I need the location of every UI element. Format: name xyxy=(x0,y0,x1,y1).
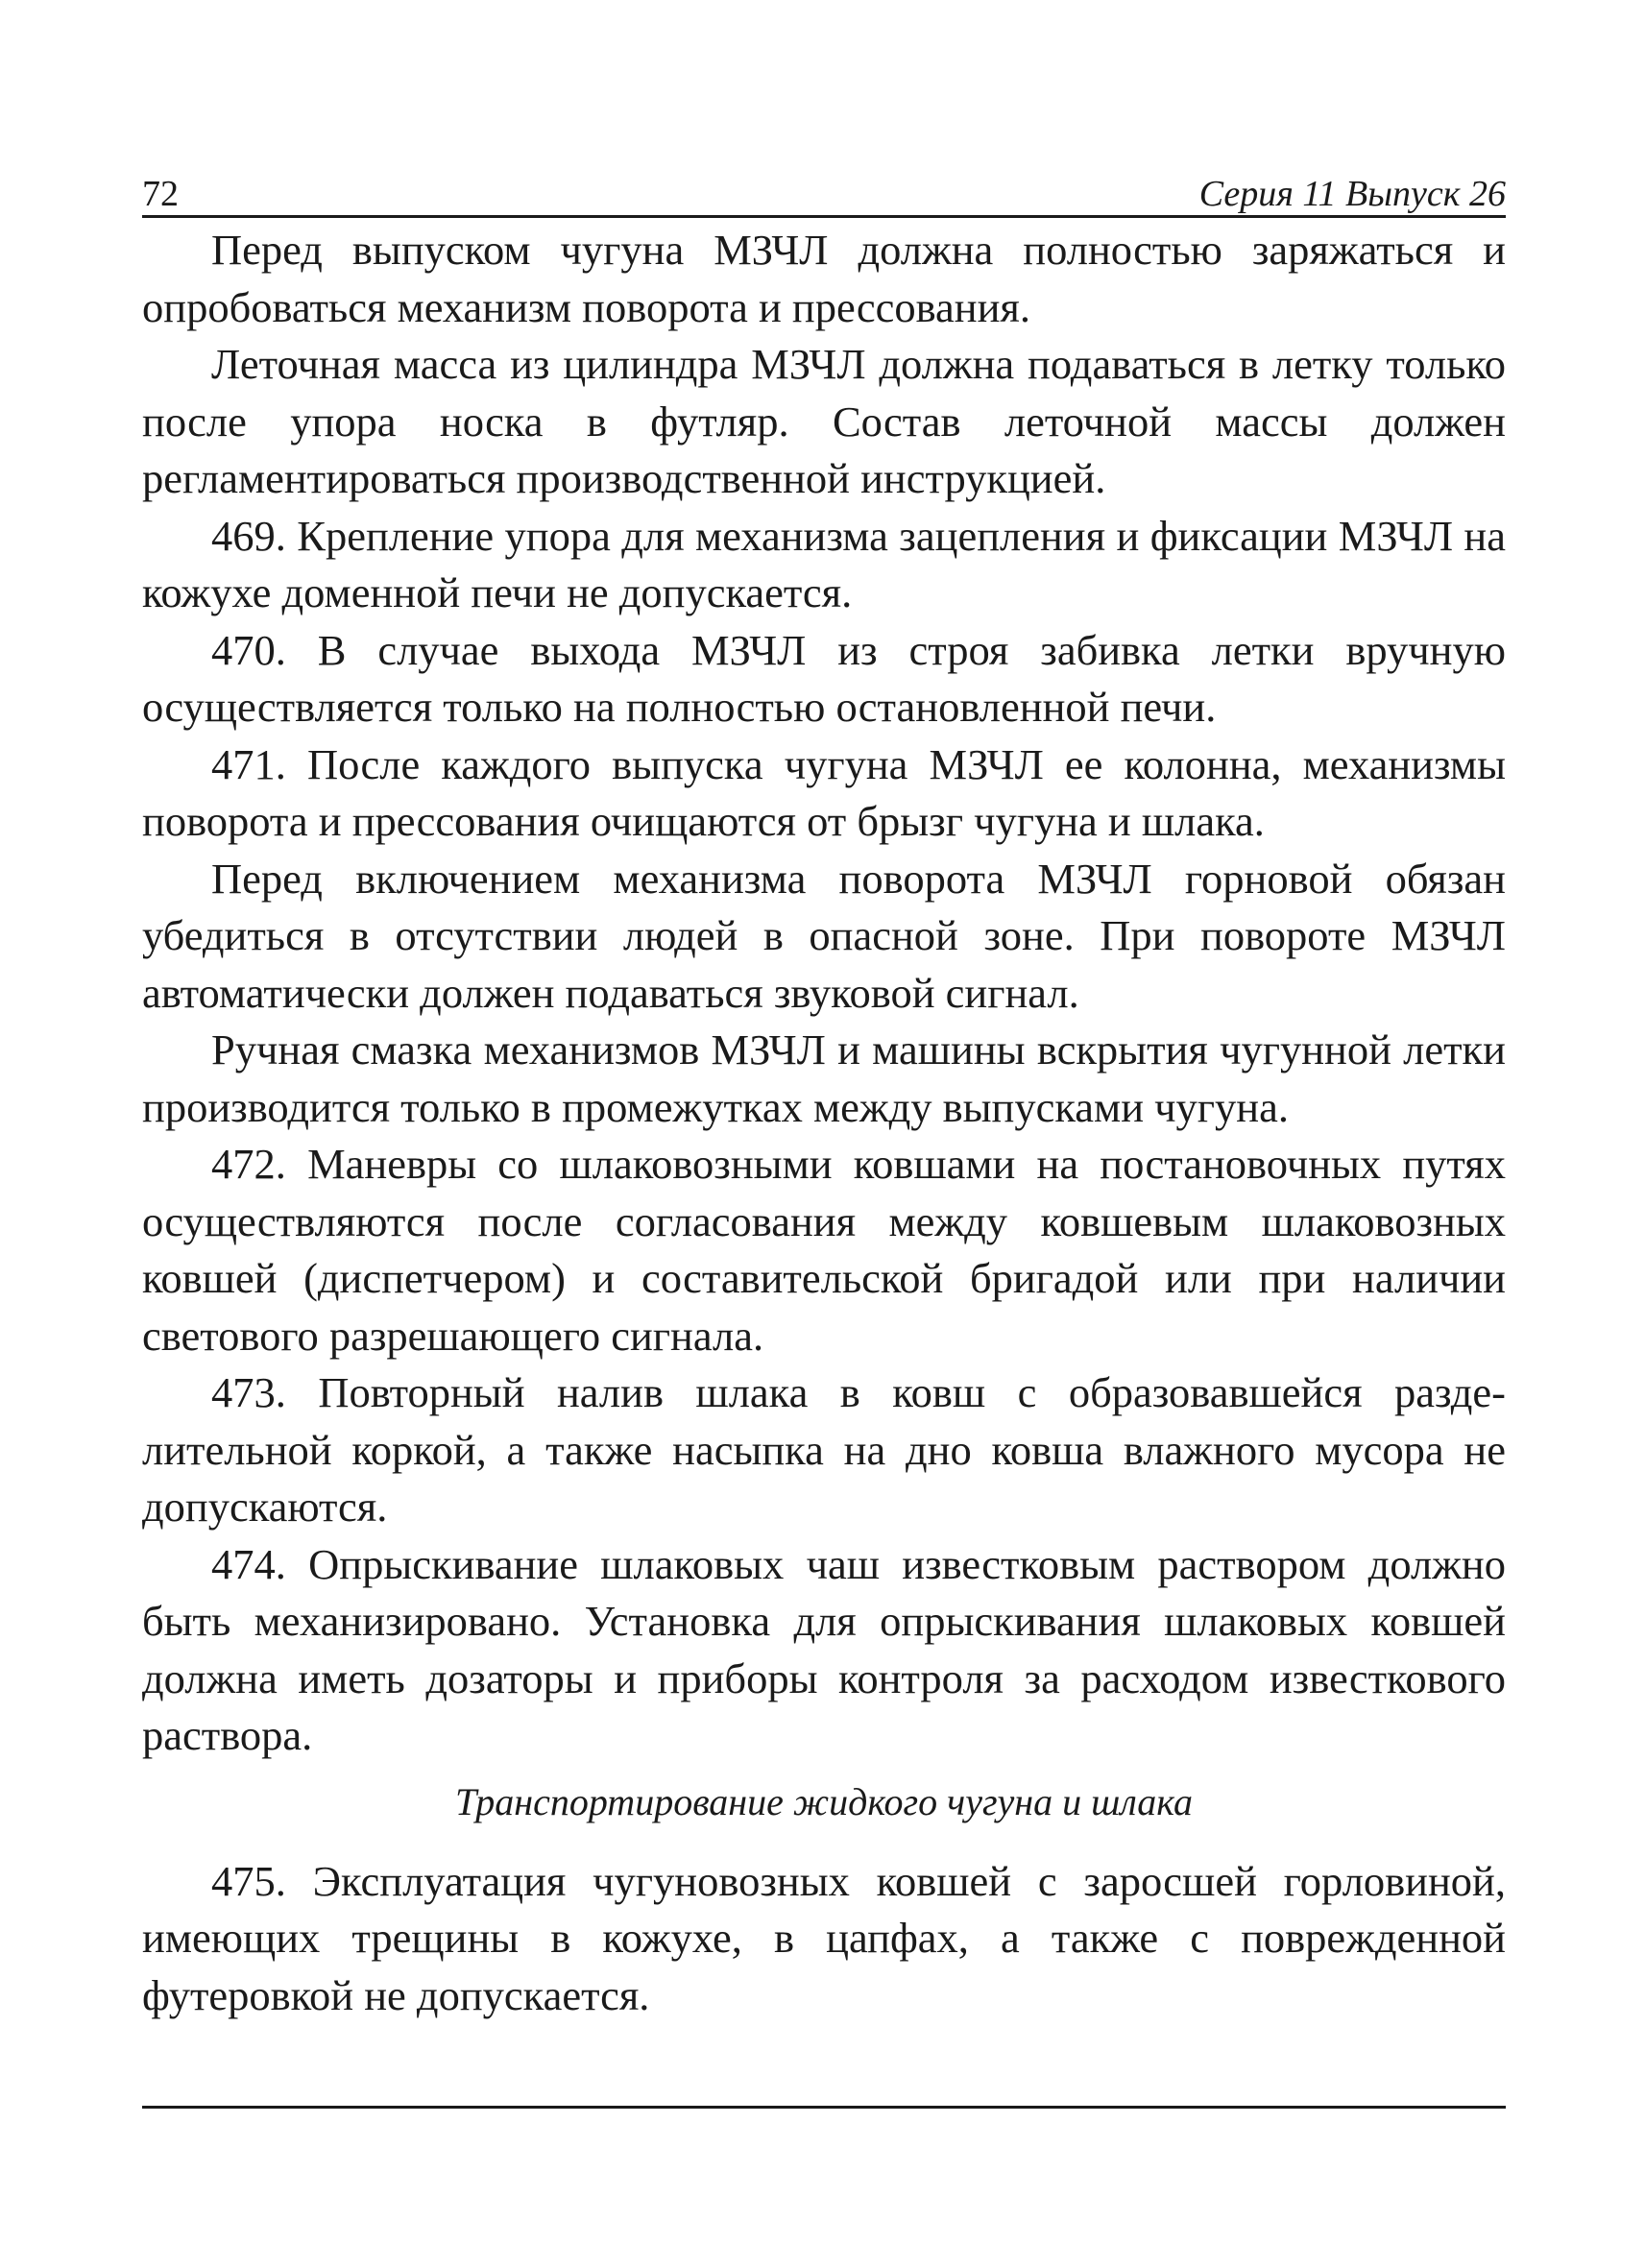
paragraph-clause-475: 475. Эксплуатация чугуновозных ковшей с заросшей горловиной, имеющих трещины в кожухе, в цапфах, а также с поврежденной футеровкой не допускается. xyxy=(142,1856,1506,2019)
section-heading: Транспортирование жидкого чугуна и шлака xyxy=(454,1779,1193,1823)
paragraph-clause-473: 473. Повторный налив шлака в ковш с образовавшейся разделительной коркой, а также насыпка на дно ковша влажного мусора не допускаются. xyxy=(142,1368,1506,1531)
page-content xyxy=(142,222,1506,2024)
paragraph: Ручная смазка механизмов МЗЧЛ и машины вскрытия чугунной летки производится только в промежутках между выпусками чугуна. xyxy=(142,1025,1506,1131)
paragraph: Леточная масса из цилиндра МЗЧЛ должна подаваться в летку только после упора носка в футляр. Состав леточной массы должен регламентироваться производственной инструкцией. xyxy=(142,340,1506,502)
paragraph: Перед выпуском чугуна МЗЧЛ должна полностью заряжаться и опробоваться механизм поворота и прессования. xyxy=(142,226,1506,331)
page-header xyxy=(142,161,1506,218)
running-title: Серия 11 Выпуск 26 xyxy=(1198,174,1506,214)
paragraph-clause-469: 469. Крепление упора для механизма зацепления и фиксации МЗЧЛ на кожухе доменной печи не допускается. xyxy=(142,511,1506,616)
document-page xyxy=(142,161,1506,2178)
paragraph-clause-472: 472. Маневры со шлаковозными ковшами на постановочных путях осуществляются после согласования между ковшевым шлаковозных ковшей (диспетчером) и составительской бригадой или при наличии светового разрешающего сигнала. xyxy=(142,1140,1506,1360)
paragraph-clause-470: 470. В случае выхода МЗЧЛ из строя забивка летки вручную осуществляется только на полностью остановленной печи. xyxy=(142,625,1506,731)
paragraph: Перед включением механизма поворота МЗЧЛ горновой обязан убедиться в отсутствии людей в опасной зоне. При повороте МЗЧЛ автоматически должен подаваться звуковой сигнал. xyxy=(142,854,1506,1017)
footer-rule xyxy=(142,2106,1506,2109)
page-number: 72 xyxy=(142,174,179,214)
paragraph-clause-474: 474. Опрыскивание шлаковых чаш известковым раствором должно быть механизировано. Установка для опрыскивания шлаковых ковшей должна иметь дозаторы и приборы контроля за расходом известкового раствора. xyxy=(142,1539,1506,1759)
paragraph-clause-471: 471. После каждого выпуска чугуна МЗЧЛ ее колонна, механизмы поворота и прессования очищаются от брызг чугуна и шлака. xyxy=(142,739,1506,845)
